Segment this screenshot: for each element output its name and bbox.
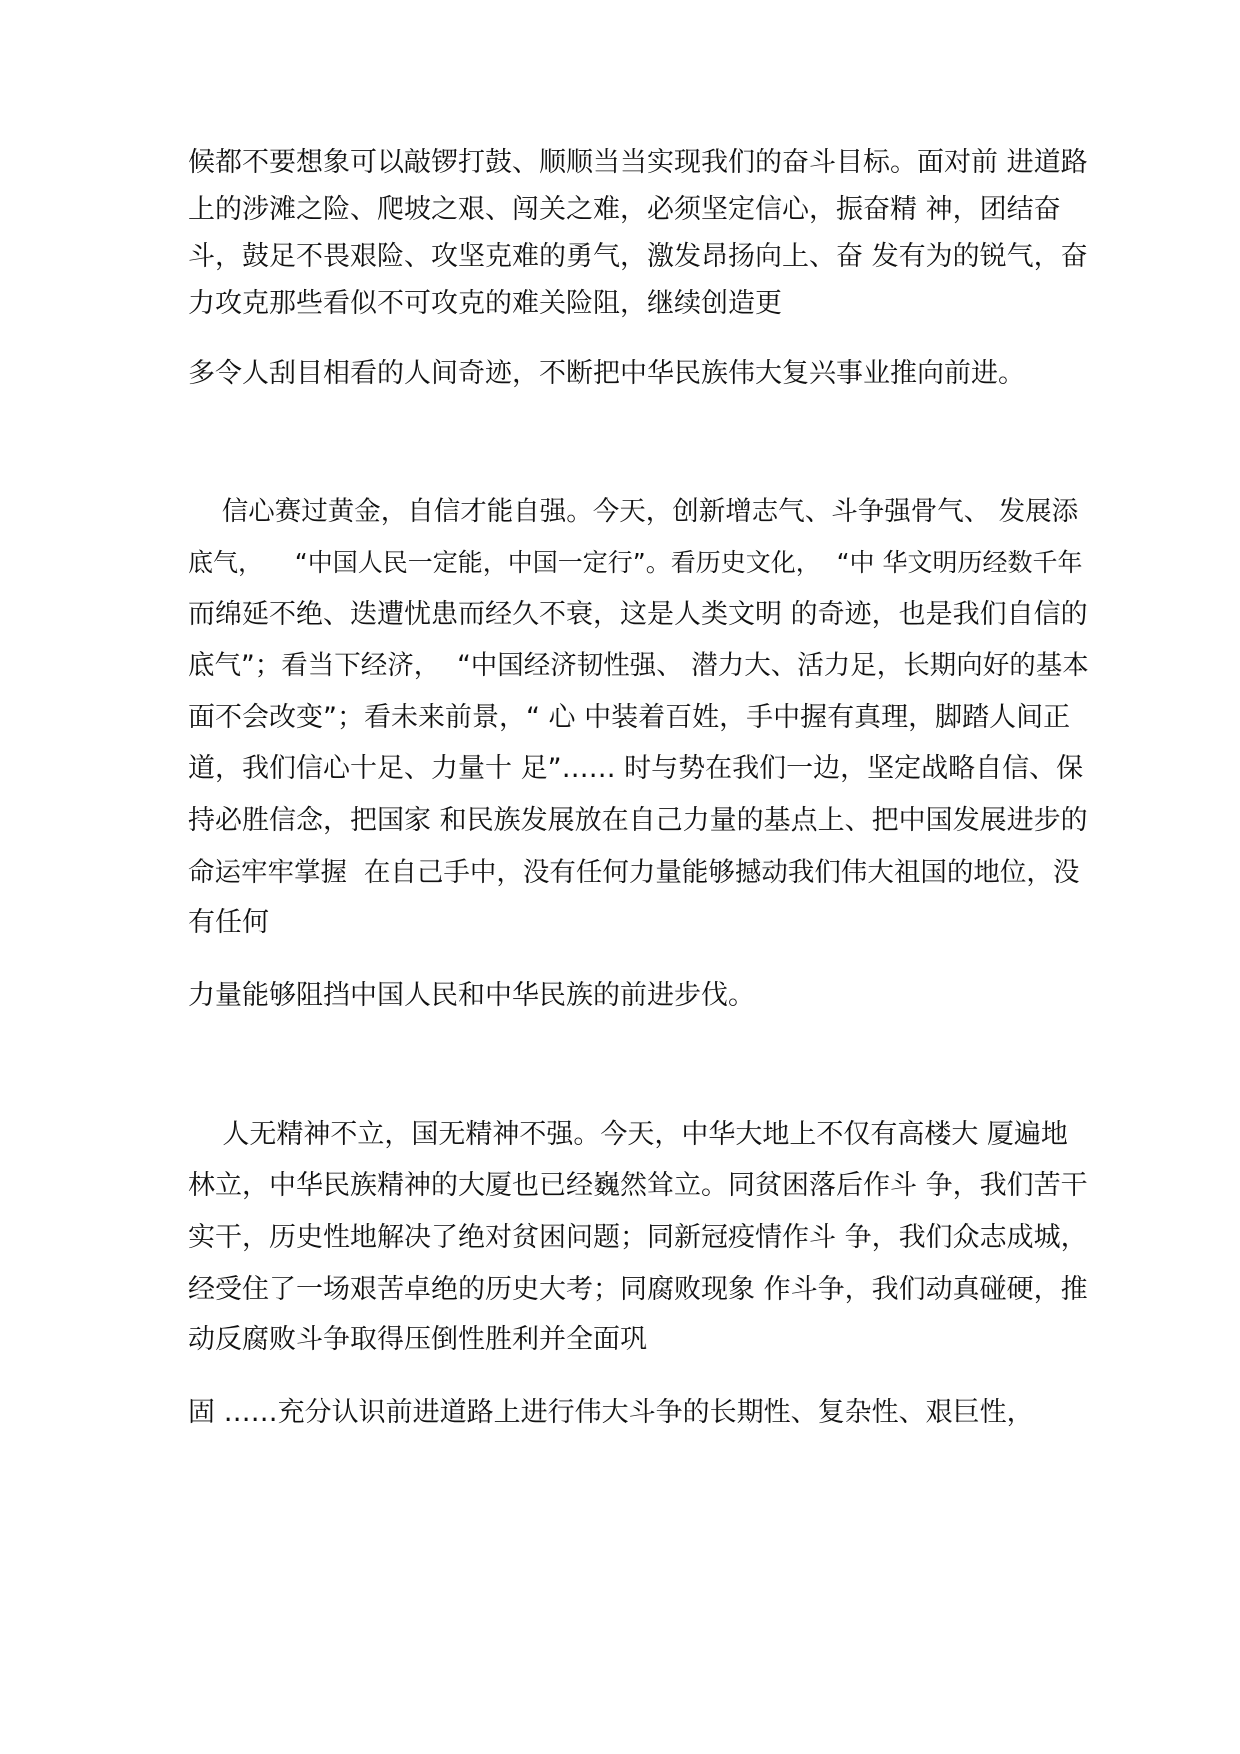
- text-line: 实干，历史性地解决了绝对贫困问题；同新冠疫情作斗 争，我们众志成城，: [188, 1222, 1088, 1253]
- text-line: 候都不要想象可以敲锣打鼓、顺顺当当实现我们的奋斗目标。面对前 进道路: [188, 147, 1088, 178]
- text-line: 命运牢牢掌握 在自己手中，没有任何力量能够撼动我们伟大祖国的地位，没: [188, 857, 1080, 888]
- text-line: 道，我们信心十足、力量十 足”…… 时与势在我们一边，坚定战略自信、保: [188, 753, 1084, 784]
- text-line: 上的涉滩之险、爬坡之艰、闯关之难，必须坚定信心，振奋精 神，团结奋: [188, 194, 1061, 225]
- text-line: 林立，中华民族精神的大厦也已经巍然耸立。同贫困落后作斗 争，我们苦干: [188, 1170, 1088, 1201]
- text-line: 斗，鼓足不畏艰险、攻坚克难的勇气，激发昂扬向上、奋 发有为的锐气，奋: [188, 241, 1088, 272]
- text-line: 持必胜信念，把国家 和民族发展放在自己力量的基点上、把中国发展进步的: [188, 805, 1088, 836]
- text-line: 底气”；看当下经济， “中国经济韧性强、 潜力大、活力足，长期向好的基本: [188, 650, 1089, 681]
- text-line: 力量能够阻挡中国人民和中华民族的前进步伐。: [188, 980, 755, 1011]
- text-line: 而绵延不绝、迭遭忧患而经久不衰，这是人类文明 的奇迹，也是我们自信的: [188, 599, 1088, 630]
- text-line: 经受住了一场艰苦卓绝的历史大考；同腐败现象 作斗争，我们动真碰硬，推: [188, 1274, 1088, 1305]
- text-line: 力攻克那些看似不可攻克的难关险阻，继续创造更: [188, 288, 782, 319]
- text-line: 信心赛过黄金，自信才能自强。今天，创新增志气、斗争强骨气、 发展添: [188, 496, 1079, 527]
- text-line: 人无精神不立，国无精神不强。今天，中华大地上不仅有高楼大 厦遍地: [188, 1119, 1068, 1150]
- text-line: 固 ……充分认识前进道路上进行伟大斗争的长期性、复杂性、艰巨性，: [188, 1397, 1034, 1428]
- text-line: 多令人刮目相看的人间奇迹，不断把中华民族伟大复兴事业推向前进。: [188, 358, 1025, 389]
- text-line: 动反腐败斗争取得压倒性胜利并全面巩: [188, 1324, 647, 1355]
- text-line: 底气， “中国人民一定能，中国一定行”。看历史文化， “中 华文明历经数千年: [188, 548, 1083, 577]
- text-line: 有任何: [188, 907, 269, 938]
- text-line: 面不会改变”；看未来前景，“ 心 中装着百姓，手中握有真理，脚踏人间正: [188, 702, 1071, 733]
